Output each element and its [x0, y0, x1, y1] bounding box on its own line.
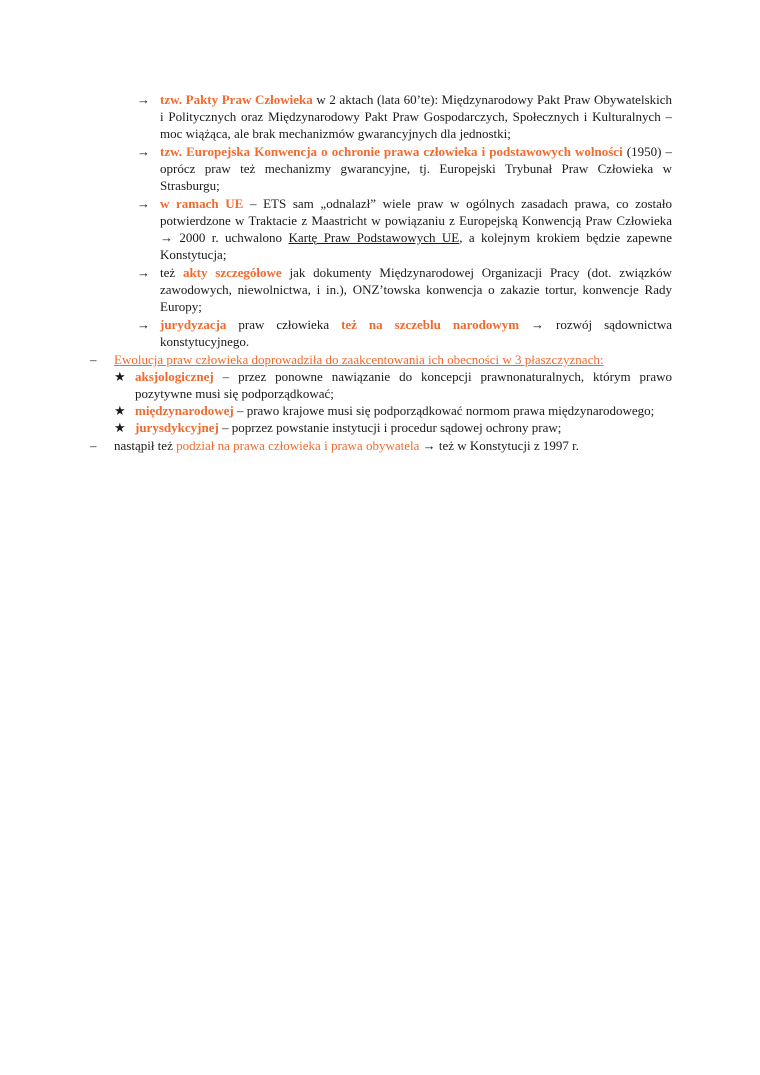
list-item [114, 419, 672, 436]
list-item [114, 402, 672, 419]
body-text: (1950) – oprócz praw też mechanizmy gwarancyjne, tj. Europejski Trybunał Praw Człowieka w Strasburgu; [160, 144, 672, 193]
charter-link[interactable]: Kartę Praw Podstawowych UE [288, 230, 460, 245]
body-text: – poprzez powstanie instytucji i procedur sądowej ochrony praw; [218, 420, 562, 435]
highlight-text: tzw. Europejska Konwencja o ochronie prawa człowieka i podstawowych wolności [160, 144, 623, 159]
list-item [114, 368, 672, 402]
star-icon: ★ [114, 369, 126, 384]
highlight-text: międzynarodowej [135, 403, 234, 418]
list-item [88, 437, 672, 454]
list-item [138, 143, 672, 194]
dash-bullet: – [90, 438, 97, 453]
body-text: – ETS sam „odnalazł” wiele praw w ogólnych zasadach prawa, co zostało potwierdzone w Traktacie z Maastricht w powiązaniu z Europejską Konwencją Praw Człowieka → 2000 r. uchwalono [160, 196, 673, 245]
body-text: – przez ponowne nawiązanie do koncepcji prawnonaturalnych, którym prawo pozytywne musi się podporządkować; [135, 369, 672, 401]
body-text: jak dokumenty Międzynarodowej Organizacji Pracy (dot. związków zawodowych, niewolnictwa, i in.), ONZ’towska konwencja o zakazie tortur, konwencje Rady Europy; [160, 265, 672, 314]
arrow-bullet: → [137, 92, 150, 107]
body-text: w 2 aktach (lata 60’te): Międzynarodowy Pakt Praw Obywatelskich i Politycznych oraz Międzynarodowy Pakt Praw Gospodarczych, Społecznych i Kulturalnych – moc wiążąca, ale brak mechanizmów gwarancyjnych dla jednostki; [160, 92, 673, 141]
highlight-text: jurysdykcyjnej [135, 420, 219, 435]
body-text: też [160, 265, 183, 280]
body-text: , a kolejnym krokiem będzie zapewne Konstytucja; [160, 230, 673, 262]
highlight-text: aksjologicznej [135, 369, 214, 384]
arrow-bullet: → [137, 265, 150, 280]
highlight-text: w ramach UE [160, 196, 244, 211]
highlight-text: też na szczeblu narodowym [341, 317, 520, 332]
body-text: → też w Konstytucji z 1997 r. [419, 438, 579, 453]
highlight-text: podział na prawa człowieka i prawa obywatela [176, 438, 420, 453]
list-item [138, 316, 672, 350]
body-text: → rozwój sądownictwa konstytucyjnego. [160, 317, 672, 349]
section-heading: Ewolucja praw człowieka doprowadziła do zaakcentowania ich obecności w 3 płaszczyznach: [114, 352, 604, 367]
star-icon: ★ [114, 420, 126, 435]
arrow-list [138, 91, 672, 350]
body-text: – prawo krajowe musi się podporządkować normom prawa międzynarodowego; [233, 403, 655, 418]
arrow-bullet: → [137, 317, 150, 332]
highlight-text: jurydyzacja [160, 317, 227, 332]
arrow-bullet: → [137, 196, 150, 211]
arrow-bullet: → [137, 144, 150, 159]
document-body [88, 91, 672, 454]
highlight-text: akty szczegółowe [182, 265, 282, 280]
star-icon: ★ [114, 403, 126, 418]
list-item [138, 91, 672, 142]
star-list [114, 368, 672, 436]
highlight-text: tzw. Pakty Praw Człowieka [160, 92, 313, 107]
dash-bullet: – [90, 352, 97, 367]
list-item [88, 351, 672, 368]
list-item [138, 264, 672, 315]
body-text: praw człowieka [226, 317, 342, 332]
list-item [138, 195, 672, 263]
body-text: nastąpił też [114, 438, 177, 453]
